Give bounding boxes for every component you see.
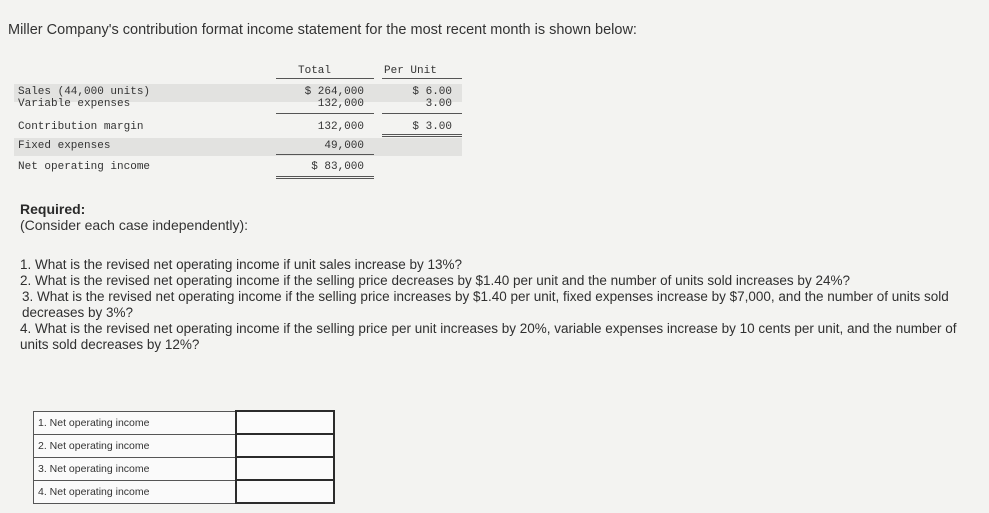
answer-row-1	[34, 411, 335, 434]
question-list	[20, 257, 980, 353]
answer-label-3: 3. Net operating income	[34, 457, 237, 480]
header-rule-total	[276, 78, 374, 79]
row-total: $ 83,000	[311, 161, 364, 173]
answer-input-4[interactable]	[237, 482, 333, 501]
answer-cell-2[interactable]	[236, 434, 334, 457]
statement-row-fixed-expenses	[14, 138, 462, 156]
row-total: 132,000	[317, 98, 364, 110]
question-4: 4. What is the revised net operating income if the selling price per unit increases by 20%, variable expenses increase by 10 cents per unit, and the number of units sold decreases by 12%?	[20, 321, 957, 352]
consider-note: (Consider each case independently):	[20, 217, 249, 233]
header-total: Total	[298, 65, 332, 77]
answer-input-1[interactable]	[237, 413, 333, 432]
statement-row-variable-expenses	[14, 96, 462, 114]
row-label: Variable expenses	[18, 98, 131, 110]
rule-per-unit-variable	[382, 113, 462, 114]
double-rule-per-unit	[382, 134, 462, 137]
row-total: 49,000	[324, 140, 364, 152]
income-statement	[14, 62, 462, 180]
row-label: Sales (44,000 units)	[18, 86, 151, 98]
answer-row-3	[34, 457, 335, 480]
answer-input-3[interactable]	[237, 459, 333, 478]
row-label: Contribution margin	[18, 121, 144, 133]
row-per-unit: $ 6.00	[412, 86, 452, 98]
row-label: Net operating income	[18, 161, 151, 173]
intro-text: Miller Company's contribution format income statement for the most recent month is shown below:	[8, 22, 637, 38]
row-total: 132,000	[317, 121, 364, 133]
row-total: $ 264,000	[304, 86, 364, 98]
required-heading: Required:	[20, 201, 86, 217]
answer-label-2: 2. Net operating income	[34, 434, 237, 457]
double-rule-total	[276, 176, 374, 179]
row-label: Fixed expenses	[18, 140, 111, 152]
question-2: 2. What is the revised net operating income if the selling price decreases by $1.40 per unit and the number of units sold increases by 24%?	[20, 273, 850, 288]
row-per-unit: $ 3.00	[412, 121, 452, 133]
answer-input-2[interactable]	[237, 436, 333, 455]
question-3: 3. What is the revised net operating income if the selling price increases by $1.40 per unit, fixed expenses increase by $7,000, and the number of units sold decreases by 3%?	[22, 289, 949, 320]
answer-table	[33, 410, 335, 504]
statement-row-net-operating-income	[14, 159, 462, 177]
answer-cell-3[interactable]	[236, 457, 334, 480]
answer-row-2	[34, 434, 335, 457]
row-per-unit: 3.00	[425, 98, 452, 110]
answer-row-4	[34, 480, 335, 503]
rule-total-fixed	[276, 154, 374, 155]
rule-total-variable	[276, 113, 374, 114]
answer-label-1: 1. Net operating income	[34, 411, 237, 434]
header-per-unit: Per Unit	[384, 65, 437, 77]
answer-label-4: 4. Net operating income	[34, 480, 237, 503]
answer-cell-1[interactable]	[236, 411, 334, 434]
header-rule-per-unit	[382, 78, 462, 79]
question-1: 1. What is the revised net operating income if unit sales increase by 13%?	[20, 257, 462, 272]
answer-cell-4[interactable]	[236, 480, 334, 503]
